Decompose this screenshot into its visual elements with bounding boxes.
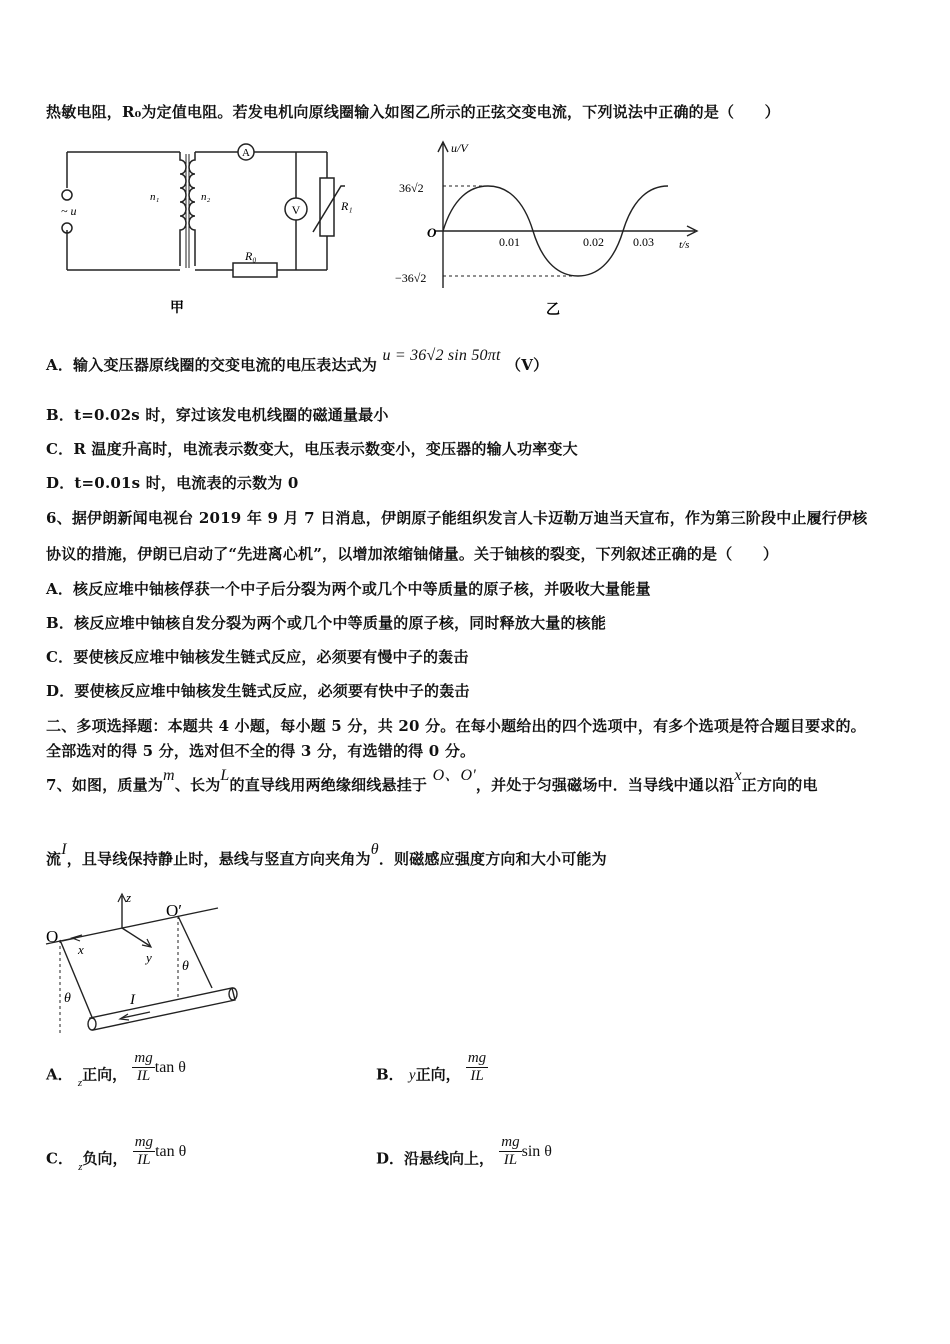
u-label: ~ u [61, 204, 77, 218]
q7-option-a-prefix: A． [46, 1065, 73, 1084]
graph-ymin: −36√2 [395, 271, 427, 285]
wire-label-theta2: θ [182, 959, 189, 974]
q7-option-b-num: mg [467, 1050, 487, 1066]
sine-graph [395, 138, 705, 320]
q7-option-a-fn: tan θ [154, 1058, 186, 1076]
q7-option-b-axis: y [408, 1067, 416, 1084]
q5-option-c: C．R 温度升高时，电流表示数变大，电压表示数变小，变压器的输人功率变大 [46, 440, 578, 458]
q7-option-a-den: IL [136, 1068, 151, 1084]
q7-var-oo: O、O' [432, 767, 476, 784]
r1-label: R₁ [341, 199, 353, 213]
q7-var-l: L [220, 767, 230, 784]
graph-xtick-003: 0.03 [633, 235, 654, 249]
q6-stem-line2: 协议的措施，伊朗已启动了“先进离心机”，以增加浓缩铀储量。关于铀核的裂变，下列叙述正确的是（ ） [46, 545, 779, 563]
q5-option-a-text: A．输入变压器原线圈的交变电流的电压表达式为 [46, 356, 378, 374]
q7-option-d-prefix: D．沿悬线向上， [376, 1149, 495, 1168]
q5-option-d: D．t=0.01s 时，电流表的示数为 0 [46, 474, 299, 492]
q7-text-1: 7、如图，质量为 [46, 776, 164, 794]
q7-option-c-num: mg [134, 1134, 154, 1150]
q7-text-7: ，且导线保持静止时，悬线与竖直方向夹角为 [66, 850, 371, 868]
q5-option-a [46, 347, 549, 375]
q6-option-d: D．要使核反应堆中铀核发生链式反应，必须要有快中子的轰击 [46, 682, 470, 700]
q7-option-d-num: mg [501, 1134, 520, 1150]
graph-ylabel: u/V [451, 141, 468, 155]
q7-option-c-den: IL [137, 1152, 151, 1168]
voltmeter-label: V [291, 203, 301, 217]
q6-option-b: B．核反应堆中铀核自发分裂为两个或几个中等质量的原子核，同时释放大量的核能 [46, 614, 607, 632]
q7-stem-line1 [46, 767, 818, 795]
q7-option-a-num: mg [134, 1050, 153, 1066]
q7-option-c-prefix: C． [46, 1149, 73, 1168]
q7-text-3: 的直导线用两绝缘细线悬挂于 [229, 776, 428, 794]
q7-option-b-dir: 正向， [415, 1065, 461, 1084]
q7-option-b [376, 1050, 488, 1093]
fig-jia-caption: 甲 [170, 301, 184, 316]
q7-option-c [46, 1134, 187, 1177]
q7-option-c-dir: 负向， [82, 1149, 128, 1168]
q7-var-x: x [734, 767, 742, 784]
q7-option-a-axis: z [77, 1076, 83, 1089]
q7-option-c-fraction [133, 1134, 155, 1169]
n1-label: n₁ [150, 191, 160, 203]
q7-option-d [376, 1134, 552, 1177]
q5-stem: 热敏电阻，R₀为定值电阻。若发电机向原线圈输入如图乙所示的正弦交变电流，下列说法中正确的是（ ） [46, 103, 780, 121]
q7-option-d-fn: sin θ [521, 1142, 552, 1160]
q7-text-6: 流 [46, 850, 62, 868]
q7-option-b-prefix: B． [376, 1065, 404, 1084]
q5-option-b: B．t=0.02s 时，穿过该发电机线圈的磁通量最小 [46, 406, 389, 424]
q7-stem-line2 [46, 841, 607, 869]
q7-option-d-den: IL [503, 1152, 518, 1168]
graph-ymax: 36√2 [399, 181, 424, 195]
wire-label-i: I [130, 992, 135, 1008]
q7-text-4: ，并处于匀强磁场中．当导线中通以沿 [475, 776, 735, 794]
q7-option-a [46, 1050, 186, 1093]
q5-option-a-formula: u = 36√2 sin 50πt [382, 347, 501, 364]
q7-option-b-den: IL [470, 1068, 484, 1084]
wire-label-o: O [46, 927, 59, 946]
q7-var-i: I [61, 841, 67, 858]
q7-text-8: ．则磁感应强度方向和大小可能为 [378, 850, 607, 868]
ammeter-label: A [242, 147, 250, 159]
q7-option-a-fraction [132, 1050, 154, 1085]
section2-line2: 全部选对的得 5 分，选对但不全的得 3 分，有选错的得 0 分。 [46, 742, 476, 760]
q7-var-m: m [163, 767, 175, 784]
q5-option-a-unit: （V） [506, 356, 549, 374]
q7-option-a-dir: 正向， [82, 1065, 128, 1084]
graph-origin: O [427, 225, 437, 240]
wire-diagram [42, 888, 242, 1038]
r0-label: R₀ [245, 249, 257, 263]
graph-xtick-001: 0.01 [499, 235, 520, 249]
section2-line1: 二、多项选择题：本题共 4 小题，每小题 5 分，共 20 分。在每小题给出的四个选项中，有多个选项是符合题目要求的。 [46, 717, 866, 735]
graph-xlabel: t/s [679, 239, 690, 251]
n2-label: n₂ [201, 191, 211, 203]
wire-label-o-prime: O′ [166, 901, 182, 920]
q7-option-b-fraction [466, 1050, 488, 1085]
circuit-diagram [55, 140, 355, 320]
wire-label-theta1: θ [64, 991, 71, 1006]
q6-option-c: C．要使核反应堆中铀核发生链式反应，必须要有慢中子的轰击 [46, 648, 469, 666]
graph-xtick-002: 0.02 [583, 235, 604, 249]
q7-var-theta: θ [370, 841, 379, 858]
q6-stem-line1: 6、据伊朗新闻电视台 2019 年 9 月 7 日消息，伊朗原子能组织发言人卡迈勒万迪当天宣布，作为第三阶段中止履行伊核 [46, 509, 868, 527]
fig-yi-caption: 乙 [546, 303, 560, 318]
q7-text-2: 、长为 [174, 776, 221, 794]
q6-option-a: A．核反应堆中铀核俘获一个中子后分裂为两个或几个中等质量的原子核，并吸收大量能量 [46, 580, 651, 598]
wire-label-x: x [78, 942, 84, 957]
wire-label-y: y [146, 950, 152, 965]
q7-option-c-fn: tan θ [155, 1142, 187, 1160]
wire-label-z: z [126, 890, 132, 905]
q7-text-5: 正方向的电 [741, 776, 818, 794]
q7-option-c-axis: z [78, 1160, 83, 1173]
q7-option-d-fraction [499, 1134, 521, 1169]
